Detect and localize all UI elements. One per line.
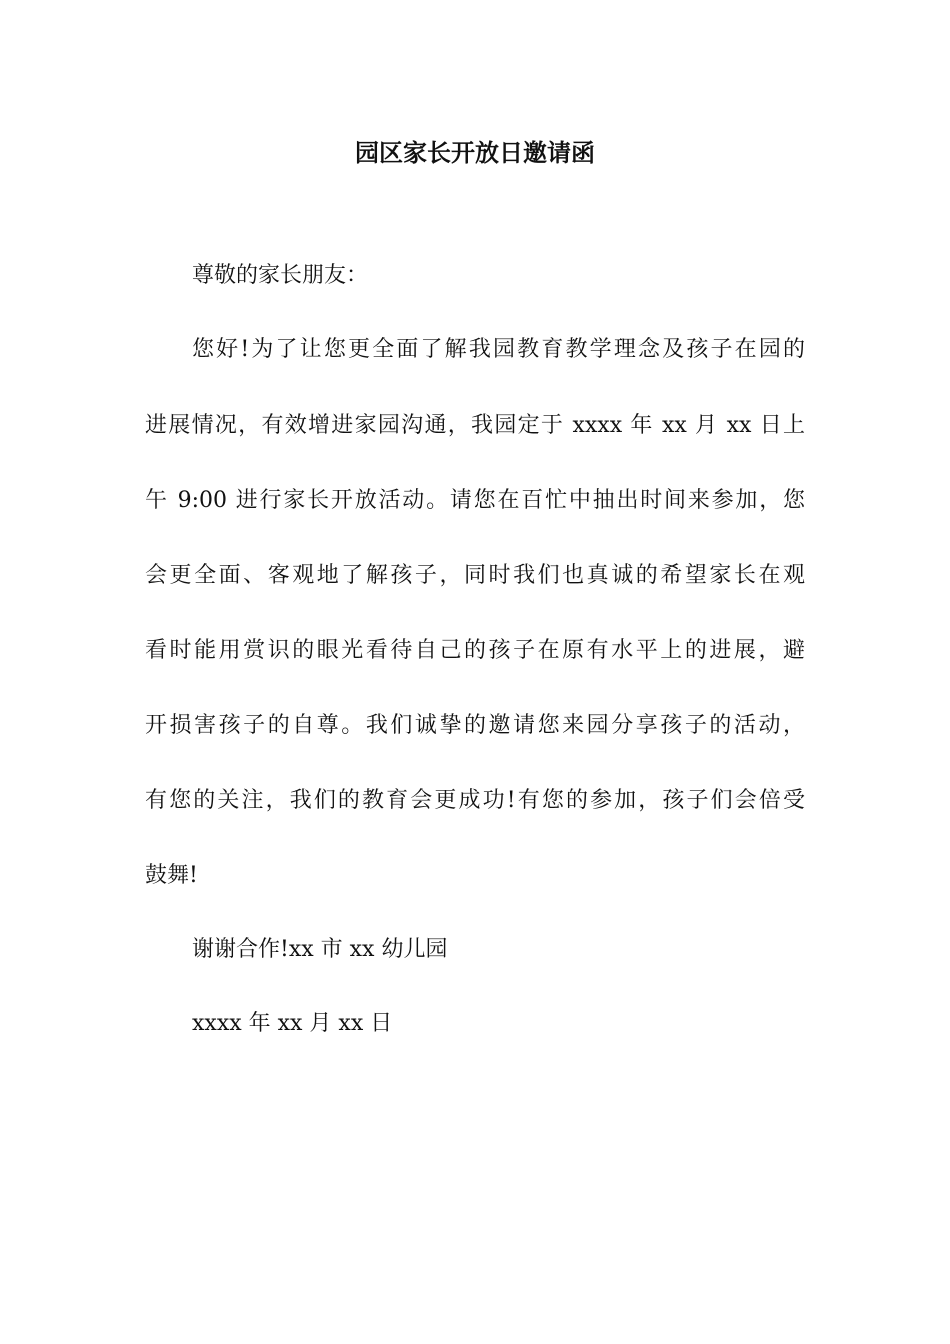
body-line: 有您的关注，我们的教育会更成功!有您的参加，孩子们会倍受 xyxy=(145,788,805,813)
body-line: 看时能用赏识的眼光看待自己的孩子在原有水平上的进展，避 xyxy=(145,638,805,663)
body-line: 您好!为了让您更全面了解我园教育教学理念及孩子在园的 xyxy=(192,337,805,362)
body-line: 开损害孩子的自尊。我们诚挚的邀请您来园分享孩子的活动， xyxy=(145,713,805,738)
body-line: 午 9:00 进行家长开放活动。请您在百忙中抽出时间来参加，您 xyxy=(145,488,805,513)
body-line: 鼓舞! xyxy=(145,863,198,888)
date-line: xxxx 年 xx 月 xx 日 xyxy=(192,1011,393,1036)
body-line: 会更全面、客观地了解孩子，同时我们也真诚的希望家长在观 xyxy=(145,563,805,588)
body-line: 进展情况，有效增进家园沟通，我园定于 xxxx 年 xx 月 xx 日上 xyxy=(145,413,805,438)
closing-line: 谢谢合作!xx 市 xx 幼儿园 xyxy=(192,937,448,962)
salutation: 尊敬的家长朋友： xyxy=(192,263,369,288)
page-title: 园区家长开放日邀请函 xyxy=(355,138,595,167)
